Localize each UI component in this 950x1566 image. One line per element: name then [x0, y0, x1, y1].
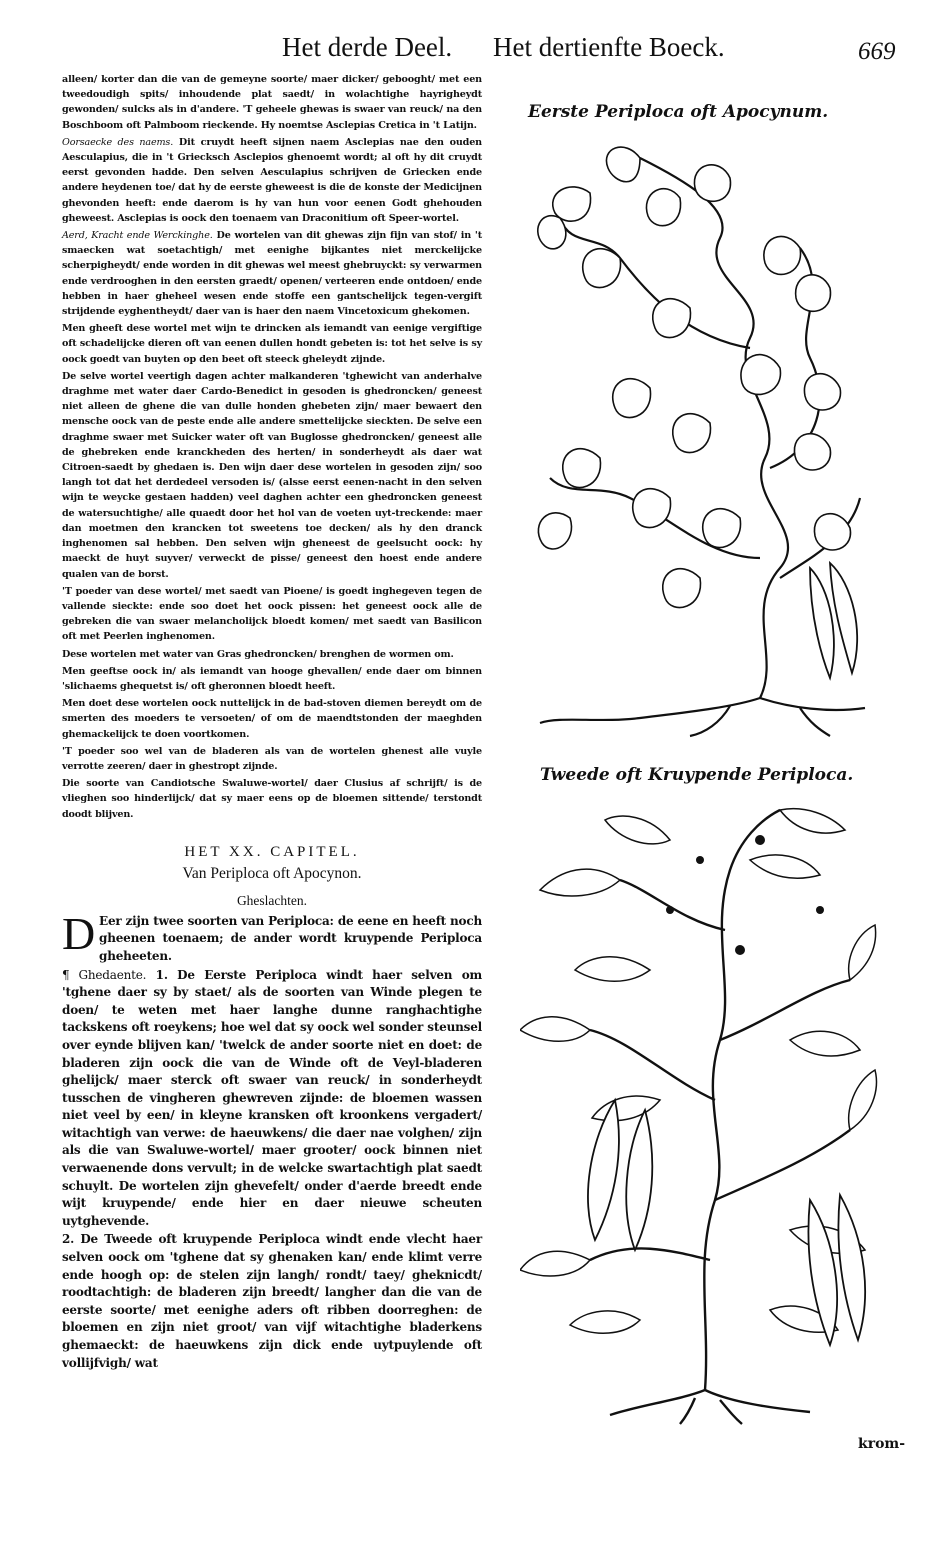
- body-paragraph: 2. De Tweede oft kruypende Periploca windt ende vlecht haer selven oock om 'tghene dat sy ghenaken kan/ ende klimt verre ende hoogh op: de stelen zijn langh/ rondt/ taey/ gheknicdt/ roodtachtigh: de bladeren zijn breedt/ langher dan die van de eerste soorte/ met eenighe aders oft ribben doorreghen: de bloemen en zijn niet groot/ van vijf witachtighe bladerkens ghemaeckt: de haeuwkens zijn dick ende uytpuylende oft vollijfvigh/ wat: [62, 1232, 482, 1370]
- paragraph: 'T poeder soo wel van de bladeren als van de wortelen ghenest alle vuyle verrotte zeeren/ daer in ghestropt zijnde.: [62, 745, 482, 772]
- running-header-left: Het derde Deel.: [282, 32, 453, 62]
- chapter-title: Van Periploca oft Apocynon.: [182, 864, 362, 882]
- chapter-number: HET XX. CAPITEL.: [184, 843, 360, 860]
- plate-caption-first-periploca: Eerste Periploca oft Apocynum.: [528, 102, 829, 122]
- paragraph: Oorsaecke des naems. Dit cruydt heeft sijnen naem Asclepias nae den ouden Aesculapius, die in 't Griecksch Asclepios ghenoemt wordt; al oft hy dit cruydt eerst gevonden hadde. Den selven Aesculapius schrijven de Griecken ende andere heydenen toe/ dat hy de eerste gheweest is die de konste der Medicijnen ghevonden heeft: ende daerom is hy van hun voor eenen Godt ghehouden gheweest. Asclepias is oock den toenaem van Draconitium oft Speer-wortel.: [62, 136, 482, 224]
- running-header-right: Het dertienfte Boeck.: [493, 32, 725, 62]
- woodcut-creeping-periploca: [520, 800, 880, 1425]
- paragraph: Aerd, Kracht ende Werckinghe. De wortelen van dit ghewas zijn fijn van stof/ in 't smaecken wat soetachtigh/ met eenighe bijkantes niet merckelijcke scherpigheydt/ ende worden in dit ghewas wel meest ghebruyckt: sy verwarmen ende verdrooghen in den eersten graedt/ openen/ verteeren ende ontdoen/ ende hebben in haer gheheel wesen ende stoffe een gantschelijck tegen-vergift strijdende eyghentheydt/ daer van is haer den naem Vincetoxicum ghekomen.: [62, 230, 482, 318]
- paragraph: Men gheeft dese wortel met wijn te drincken als iemandt van eenige vergiftige oft schadelijcke dieren oft van eenen dullen hondt gebeten is: tot het selve is sy oock goedt van buyten op den beet oft steeck gheleydt zijnde.: [62, 323, 482, 365]
- drop-cap: D: [62, 907, 96, 959]
- left-text-column: [62, 72, 482, 1373]
- body-paragraph: D Eer zijn twee soorten van Periploca: de eene en heeft noch gheenen toenaem; de ander wordt kruypende Periploca gheheeten.: [62, 907, 482, 963]
- paragraph: Dese wortelen met water van Gras ghedroncken/ brenghen de wormen om.: [62, 648, 454, 660]
- paragraph: alleen/ korter dan die van de gemeyne soorte/ maer dicker/ gebooght/ met een tweedoudigh spits/ inhoudende plat saedt/ in wolachtighe hayrigheydt gewonden/ sulcks als in d'andere. 'T geheele ghewas is swaer van reuck/ na den Boschboom oft Palmboom rieckende. Hy noemtse Asclepias Cretica in 't Latijn.: [62, 74, 482, 131]
- paragraph: Men doet dese wortelen oock nuttelijck in de bad-stoven diemen bereydt om de smerten des moeders te versoeten/ of om de maendtstonden der maeghden ghemackelijck te doen voortkomen.: [62, 698, 482, 740]
- body-paragraph: ¶ Ghedaente. 1. De Eerste Periploca windt haer selven om 'tghene daer sy by staet/ als de soorten van Winde plegen te doen/ te weten met haer langhe dunne ranghachtighe tackskens oft roeykens; hoe wel dat sy oock wel sonder steunsel over eynde blijven kan/ 'twelck de ander soorte niet en doet: de bladeren zijn oock die van de Winde oft de Veyl-bladeren ghelijck/ maer sterck oft swaer van reuck/ in sonderheydt tusschen de vingheren ghewreven zijnde: de bloemen wassen niet veel by een/ in kleyne kransken oft kroonkens vergadert/ witachtigh van verwe: de haeuwkens/ die daer nae volghen/ zijn als die van Swaluwe-wortel/ maer grooter/ oock binnen niet verwaenende dons vervult; in de welcke swartachtigh plat saedt schuylt. De wortelen zijn ghevefelt/ onder d'aerde breedt ende wijt kruypende/ ende hier en daer nieuwe scheuten uytghevende.: [62, 967, 482, 1228]
- catchword: krom-: [858, 1436, 906, 1452]
- paragraph: De selve wortel veertigh dagen achter malkanderen 'tghewicht van anderhalve draghme met water daer Cardo-Benedict in gesoden is ghedroncken/ geneest niet alleen de ghene die van dulle honden ghebeten zijn/ maer bewaert den mensche oock van de peste ende alle andere smettelijcke sieckten. De selve een draghme swaer met Suicker water oft van Buglosse ghedroncken/ geneest alle de ghebreken ende kranckheden des herten/ in sonderheydt als daer wat Citroen-saedt by ghedaen is. Den wijn daer dese wortelen in gesoden zijn/ soo langh tot dat het derdedeel versoden is/ (alsse eerst eenen-nacht in den selven wijn te weycke gestaen hadden) veel daghen achter een ghedroncken geneest de watersuchtighe/ alle quaedt door het hol van de voeten uyt-treckende: maer dan moetmen den krancken tot sweetens toe decken/ als hy den dranck inghenomen sal hebben. Den selven wijn gheneest de geelsucht oock: hy maeckt de huyt suyver/ verweckt de pisse/ geneest den hoest ende andere qualen van de borst.: [62, 370, 482, 580]
- paragraph: 'T poeder van dese wortel/ met saedt van Pioene/ is goedt inghegeven tegen de vallende sieckte: ende soo doet het oock pissen: het geneest oock alle de gebreken die van swaer melancholijck bloedt komen/ met saedt van Basilicon oft met Peerlen inghenomen.: [62, 585, 482, 643]
- woodcut-first-periploca: [530, 138, 870, 738]
- paragraph: Men geeftse oock in/ als iemandt van hooge ghevallen/ ende daer om binnen 'slichaems ghequetst is/ oft gheronnen bloedt heeft.: [62, 665, 482, 692]
- chapter-subtitle: Gheslachten.: [236, 892, 308, 908]
- page-number: 669: [858, 38, 896, 65]
- paragraph: Die soorte van Candiotsche Swaluwe-wortel/ daer Clusius af schrijft/ is de vlieghen soo hinderlijck/ dat sy maer eens op de bloemen sittende/ terstondt doodt blijven.: [62, 778, 482, 820]
- plate-caption-second-periploca: Tweede oft Kruypende Periploca.: [540, 765, 854, 785]
